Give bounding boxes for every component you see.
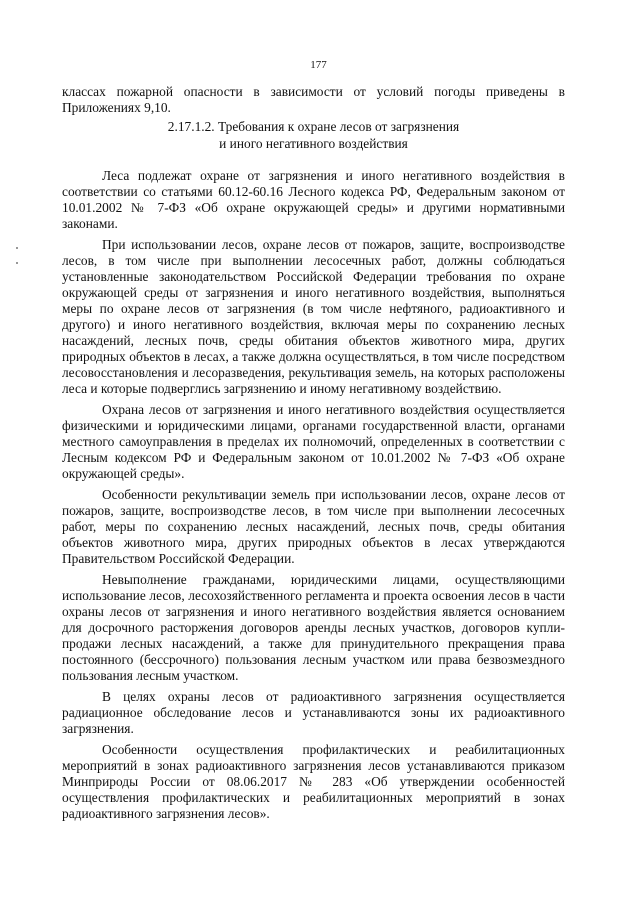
paragraph-7: Особенности осуществления профилактических и реабилитационных мероприятий в зонах радиоактивного загрязнения лесов устанавливаются приказом Минприроды России от 08.06.2017 № 283 «Об утверждении особенностей осуществления профилактических и реабилитационных мероприятий в зонах радиоактивного загрязнения лесов». [62, 742, 565, 821]
paragraph-4: Особенности рекультивации земель при использовании лесов, охране лесов от пожаров, защите, воспроизводстве лесов, в том числе при выполнении лесосечных работ, меры по сохранению лесных насаждений, лесных почв, среды обитания объектов животного мира, других природных объектов в лесах утверждаются Правительством Российской Федерации. [62, 487, 565, 566]
paragraph-5: Невыполнение гражданами, юридическими лицами, осуществляющими использование лесов, лесохозяйственного регламента и проекта освоения лесов в части охраны лесов от загрязнения и иного негативного воздействия является основанием для досрочного расторжения договоров аренды лесных участков, договоров купли-продажи лесных насаждений, а также для принудительного прекращения права постоянного (бессрочного) пользования лесным участком или права безвозмездного пользования лесным участком. [62, 572, 565, 683]
paragraph-2: При использовании лесов, охране лесов от пожаров, защите, воспроизводстве лесов, в том числе при выполнении лесосечных работ, должны соблюдаться установленные законодательством Российской Федерации требования по охране окружающей среды от загрязнения и иного негативного воздействия, выполняться меры по охране лесов от загрязнения (в том числе нефтяного, радиоактивного и другого) и иного негативного воздействия, включая меры по сохранению лесных насаждений, лесных почв, среды обитания объектов животного мира, других природных объектов в лесах, а также должна осуществляться, в том числе посредством лесовосстановления и лесоразведения, рекультивация земель, на которых расположены леса и которые подверглись загрязнению и иному негативному воздействию. [62, 237, 565, 396]
section-heading-line-1: 2.17.1.2. Требования к охране лесов от загрязнения [167, 119, 460, 134]
document-body [62, 84, 565, 822]
section-heading [62, 118, 565, 152]
paragraph-1: Леса подлежат охране от загрязнения и иного негативного воздействия в соответствии со статьями 60.12-60.16 Лесного кодекса РФ, Федеральным законом от 10.01.2002 № 7-ФЗ «Об охране окружающей среды» и другими нормативными законами. [62, 168, 565, 231]
paragraph-3: Охрана лесов от загрязнения и иного негативного воздействия осуществляется физическими и юридическими лицами, органами государственной власти, органами местного самоуправления в пределах их полномочий, определенных в соответствии с Лесным кодексом РФ и Федеральным законом от 10.01.2002 № 7-ФЗ «Об охране окружающей среды». [62, 402, 565, 481]
page-number: 177 [310, 59, 327, 71]
margin-dot [16, 262, 18, 264]
paragraph-6: В целях охраны лесов от радиоактивного загрязнения осуществляется радиационное обследование лесов и устанавливаются зоны их радиоактивного загрязнения. [62, 689, 565, 736]
intro-paragraph: классах пожарной опасности в зависимости от условий погоды приведены в Приложениях 9,10. [62, 84, 565, 115]
margin-dot [16, 247, 18, 249]
section-heading-line-2: и иного негативного воздействия [219, 136, 408, 151]
